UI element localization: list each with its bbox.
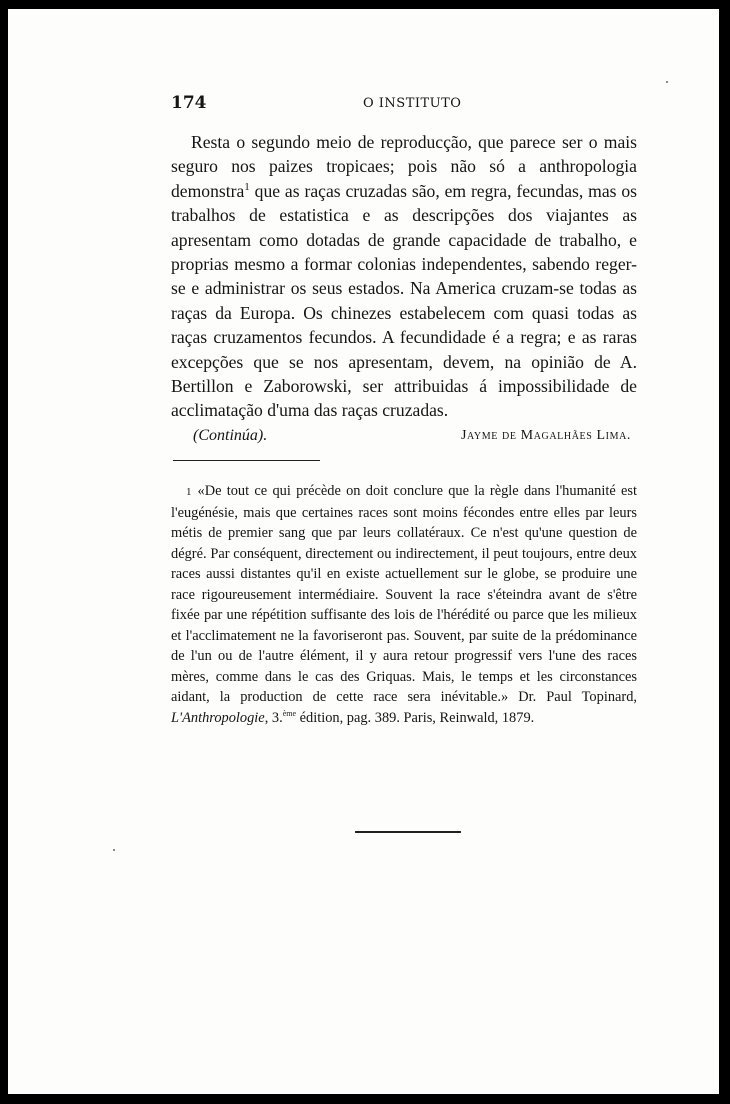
- book-page: [8, 9, 719, 1094]
- paper-speck: [113, 849, 115, 851]
- continued-note: (Continúa).: [193, 427, 268, 444]
- body-paragraph: [171, 130, 637, 423]
- page-number: 174: [171, 93, 207, 113]
- end-divider: [355, 831, 461, 833]
- page-header: [171, 93, 633, 117]
- footnote-citation: édition, pag. 389. Paris, Reinwald, 1879.: [296, 709, 535, 726]
- paper-speck: [666, 81, 668, 83]
- footnote-text: «De tout ce qui précède on doit conclure que la règle dans l'humanité est l'eugénésie, mais que certaines races sont moins fécondes entre elles par leurs métis de premier sang que par leurs collatéraux. Ce n'est qu'une question de dégré. Par conséquent, directement ou indirectement, il peut toujours, entre deux races aussi distantes qu'il en existe actuellement sur le globe, se produire une race rigoureusement intermédiaire. Souvent la race s'éteindra avant de s'être fixée par une répétition suffisante des lois de l'hérédité ou parce que les milieux et l'acclimatement ne la favoriseront pas. Souvent, par suite de la prédominance de l'un ou de l'autre élément, il y aura retour progressif vers l'une des races mères, comme dans le cas des Griquas. Mais, le temps et les circonstances aidant, la production de cette race sera inévitable.» Dr. Paul Topinard,: [171, 483, 637, 705]
- paragraph-text-continued: que as raças cruzadas são, em regra, fecundas, mas os trabalhos de estatistica e as descripções dos viajantes as apresentam como dotadas de grande capacidade de trabalho, e proprias mesmo a formar colonias independentes, sabendo reger-se e administrar os seus estados. Na America cruzam-se todas as raças da Europa. Os chinezes estabelecem com quasi todas as raças cruzamentos fecundos. A fecundidade é a regra; e as raras excepções que se nos apresentam, devem, na opinião de A. Bertillon e Zaborowski, ser attribuidas á impossibilidade de acclimatação d'uma das raças cruzadas.: [171, 180, 637, 421]
- footnote-reference[interactable]: 1: [244, 180, 250, 193]
- running-title: O INSTITUTO: [363, 96, 462, 111]
- footnote-number: 1: [186, 486, 192, 498]
- book-title: L'Anthropologie: [171, 709, 265, 726]
- footnote-divider: [173, 460, 320, 461]
- footnote: [171, 481, 637, 728]
- edition-superscript: ème: [282, 708, 297, 718]
- paragraph-text: Resta o segundo meio de reproducção, que parece ser o mais seguro nos paizes tropicaes; pois não só a anthropologia demonstra: [171, 132, 637, 201]
- signature-row: [171, 427, 637, 451]
- edition-number: , 3.: [264, 709, 283, 726]
- author-signature: Jayme de Magalhães Lima.: [460, 428, 631, 443]
